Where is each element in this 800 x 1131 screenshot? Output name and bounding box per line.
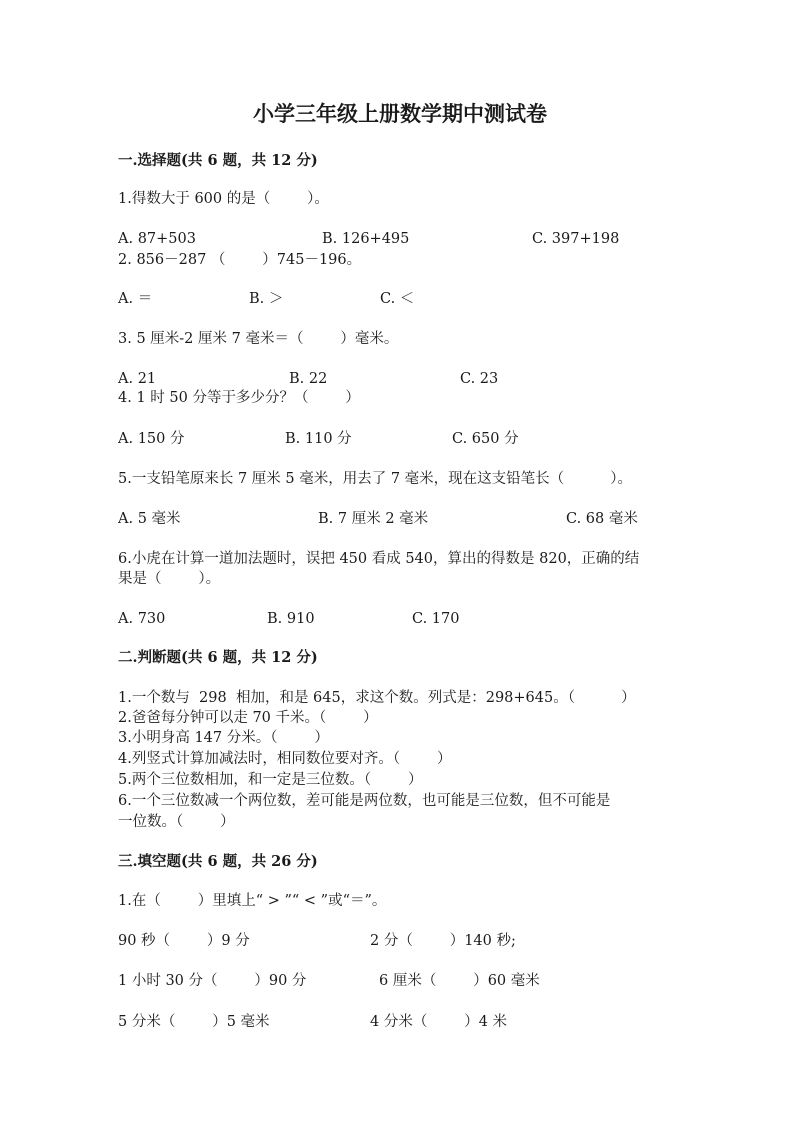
comparison-item: 1 小时 30 分（ ）90 分 bbox=[118, 973, 307, 989]
question-2-stem: 2. 856－287 （ ）745－196。 bbox=[118, 252, 362, 268]
question-3-stem: 3. 5 厘米-2 厘米 7 毫米＝（ ）毫米。 bbox=[118, 331, 399, 347]
section-heading-judgement: 二.判断题(共 6 题，共 12 分) bbox=[118, 649, 318, 666]
question-2-option-a: A. ＝ bbox=[118, 291, 153, 307]
question-5-option-c: C. 68 毫米 bbox=[566, 511, 638, 527]
question-4-option-c: C. 650 分 bbox=[452, 431, 519, 447]
question-1-option-b: B. 126+495 bbox=[322, 231, 410, 247]
section-heading-fill-in: 三.填空题(共 6 题，共 26 分) bbox=[118, 853, 318, 870]
question-2-option-c: C. ＜ bbox=[380, 291, 415, 307]
question-2-option-b: B. ＞ bbox=[249, 291, 284, 307]
judgement-item: 5.两个三位数相加，和一定是三位数。（ ） bbox=[118, 772, 423, 788]
question-1-option-a: A. 87+503 bbox=[118, 231, 196, 247]
question-6-stem-line-2: 果是（ ）。 bbox=[118, 571, 221, 587]
question-3-option-a: A. 21 bbox=[118, 371, 157, 387]
judgement-item: 6.一个三位数减一个两位数，差可能是两位数，也可能是三位数，但不可能是 bbox=[118, 793, 611, 809]
judgement-item: 2.爸爸每分钟可以走 70 千米。（ ） bbox=[118, 710, 378, 726]
comparison-item: 2 分（ ）140 秒; bbox=[370, 933, 516, 949]
comparison-item: 6 厘米（ ）60 毫米 bbox=[379, 973, 540, 989]
question-4-stem: 4. 1 时 50 分等于多少分？（ ） bbox=[118, 390, 360, 406]
judgement-item: 3.小明身高 147 分米。（ ） bbox=[118, 730, 329, 746]
question-5-stem: 5.一支铅笔原来长 7 厘米 5 毫米，用去了 7 毫米，现在这支铅笔长（ ）。 bbox=[118, 471, 633, 487]
section-heading-choice: 一.选择题(共 6 题，共 12 分) bbox=[118, 152, 318, 169]
question-3-option-c: C. 23 bbox=[460, 371, 499, 387]
comparison-item: 5 分米（ ）5 毫米 bbox=[118, 1014, 270, 1030]
comparison-item: 4 分米（ ）4 米 bbox=[370, 1014, 508, 1030]
question-5-option-a: A. 5 毫米 bbox=[118, 511, 181, 527]
judgement-item: 1.一个数与 298 相加，和是 645，求这个数。列式是：298+645。（ ） bbox=[118, 690, 636, 706]
judgement-item: 4.列竖式计算加减法时，相同数位要对齐。（ ） bbox=[118, 751, 452, 767]
comparison-item: 90 秒（ ）9 分 bbox=[118, 933, 250, 949]
judgement-item-continued: 一位数。（ ） bbox=[118, 814, 235, 830]
question-4-option-a: A. 150 分 bbox=[118, 431, 185, 447]
question-5-option-b: B. 7 厘米 2 毫米 bbox=[318, 511, 429, 527]
question-6-option-c: C. 170 bbox=[412, 611, 460, 627]
question-1-option-c: C. 397+198 bbox=[532, 231, 620, 247]
question-6-option-b: B. 910 bbox=[267, 611, 315, 627]
question-3-option-b: B. 22 bbox=[289, 371, 328, 387]
question-1-stem: 1.得数大于 600 的是（ ）。 bbox=[118, 191, 329, 207]
fill-question-1-stem: 1.在（ ）里填上“ > ”“ < ”或“＝”。 bbox=[118, 893, 387, 909]
page-title: 小学三年级上册数学期中测试卷 bbox=[253, 101, 547, 126]
question-6-stem-line-1: 6.小虎在计算一道加法题时，误把 450 看成 540，算出的得数是 820，正确的结 bbox=[118, 551, 640, 567]
question-6-option-a: A. 730 bbox=[118, 611, 166, 627]
question-4-option-b: B. 110 分 bbox=[285, 431, 352, 447]
